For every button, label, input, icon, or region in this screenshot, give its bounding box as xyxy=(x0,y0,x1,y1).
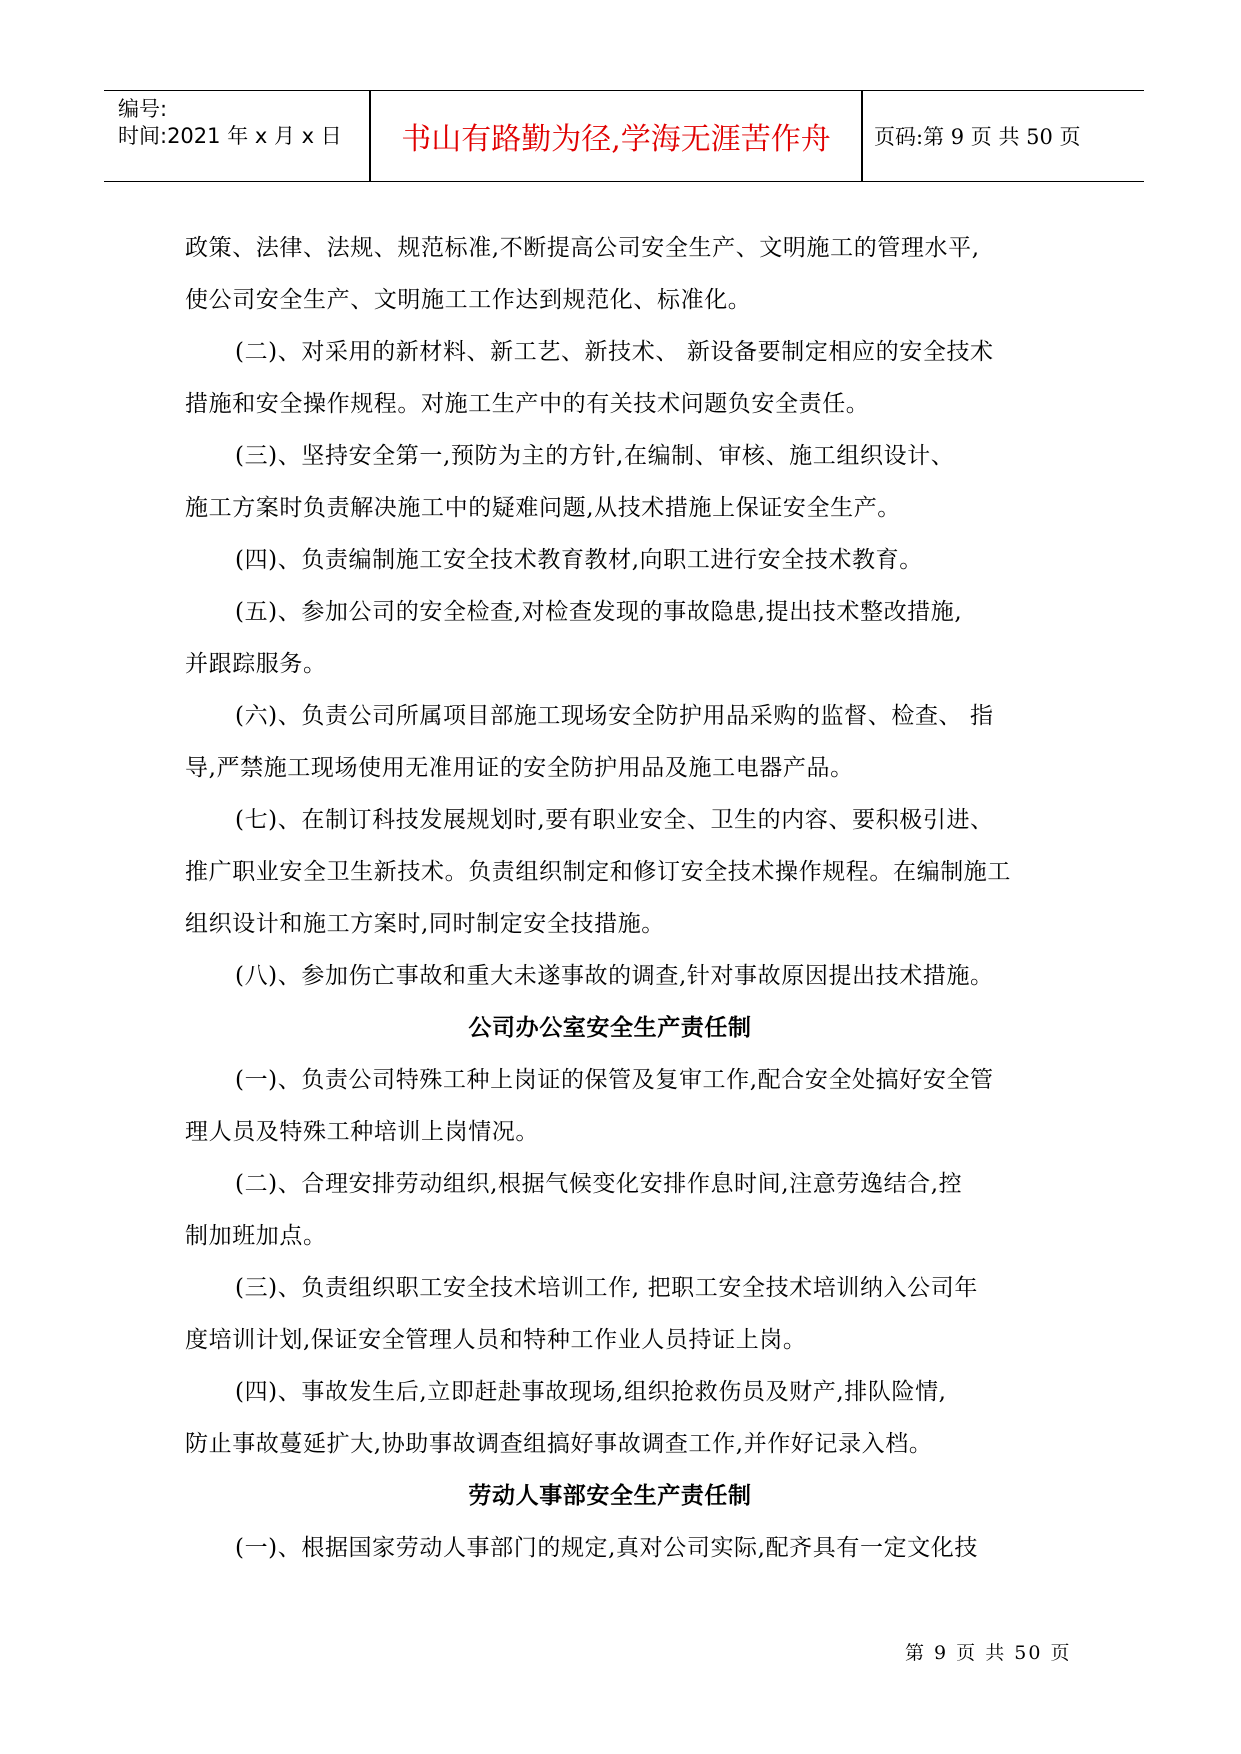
text-line: 推广职业安全卫生新技术。负责组织制定和修订安全技术操作规程。在编制施工 xyxy=(185,859,1011,885)
document-number-label: 编号: xyxy=(118,97,168,121)
section-heading: 劳动人事部安全生产责任制 xyxy=(468,1482,752,1509)
text-line: 防止事故蔓延扩大,协助事故调查组搞好事故调查工作,并作好记录入档。 xyxy=(185,1431,933,1457)
text-line: (二)、合理安排劳动组织,根据气候变化安排作息时间,注意劳逸结合,控 xyxy=(235,1171,963,1197)
text-line: (八)、参加伤亡事故和重大未遂事故的调查,针对事故原因提出技术措施。 xyxy=(235,963,994,989)
text-line: 理人员及特殊工种培训上岗情况。 xyxy=(185,1119,539,1145)
text-line: (一)、负责公司特殊工种上岗证的保管及复审工作,配合安全处搞好安全管 xyxy=(235,1067,994,1093)
text-line: 并跟踪服务。 xyxy=(185,651,327,677)
text-line: 导,严禁施工现场使用无准用证的安全防护用品及施工电器产品。 xyxy=(185,755,854,781)
text-line: 施工方案时负责解决施工中的疑难问题,从技术措施上保证安全生产。 xyxy=(185,495,901,521)
text-line: 措施和安全操作规程。对施工生产中的有关技术问题负安全责任。 xyxy=(185,391,870,417)
page-footer: 第 9 页 共 50 页 xyxy=(905,1642,1072,1664)
text-line: (二)、对采用的新材料、新工艺、新技术、 新设备要制定相应的安全技术 xyxy=(235,339,994,365)
text-line: (三)、负责组织职工安全技术培训工作, 把职工安全技术培训纳入公司年 xyxy=(235,1275,978,1301)
section-heading: 公司办公室安全生产责任制 xyxy=(468,1014,752,1041)
text-line: 政策、法律、法规、规范标准,不断提高公司安全生产、文明施工的管理水平, xyxy=(185,235,980,261)
header-divider xyxy=(861,91,863,181)
header-page-number: 页码:第 9 页 共 50 页 xyxy=(874,125,1081,149)
text-line: (四)、事故发生后,立即赶赴事故现场,组织抢救伤员及财产,排队险情, xyxy=(235,1379,947,1405)
header-motto: 书山有路勤为径,学海无涯苦作舟 xyxy=(401,122,831,157)
header-meta xyxy=(118,91,368,181)
text-line: (三)、坚持安全第一,预防为主的方针,在编制、审核、施工组织设计、 xyxy=(235,443,955,469)
text-line: (四)、负责编制施工安全技术教育教材,向职工进行安全技术教育。 xyxy=(235,547,923,573)
text-line: (一)、根据国家劳动人事部门的规定,真对公司实际,配齐具有一定文化技 xyxy=(235,1535,978,1561)
page-header xyxy=(104,90,1144,182)
text-line: 组织设计和施工方案时,同时制定安全技措施。 xyxy=(185,911,665,937)
text-line: (五)、参加公司的安全检查,对检查发现的事故隐患,提出技术整改措施, xyxy=(235,599,963,625)
text-line: 制加班加点。 xyxy=(185,1223,327,1249)
text-line: (六)、负责公司所属项目部施工现场安全防护用品采购的监督、检查、 指 xyxy=(235,703,994,729)
text-line: 度培训计划,保证安全管理人员和特种工作业人员持证上岗。 xyxy=(185,1327,807,1353)
text-line: (七)、在制订科技发展规划时,要有职业安全、卫生的内容、要积极引进、 xyxy=(235,807,994,833)
document-time-label: 时间:2021 年 x 月 x 日 xyxy=(118,124,342,148)
text-line: 使公司安全生产、文明施工工作达到规范化、标准化。 xyxy=(185,287,752,313)
document-body xyxy=(185,222,1075,1574)
